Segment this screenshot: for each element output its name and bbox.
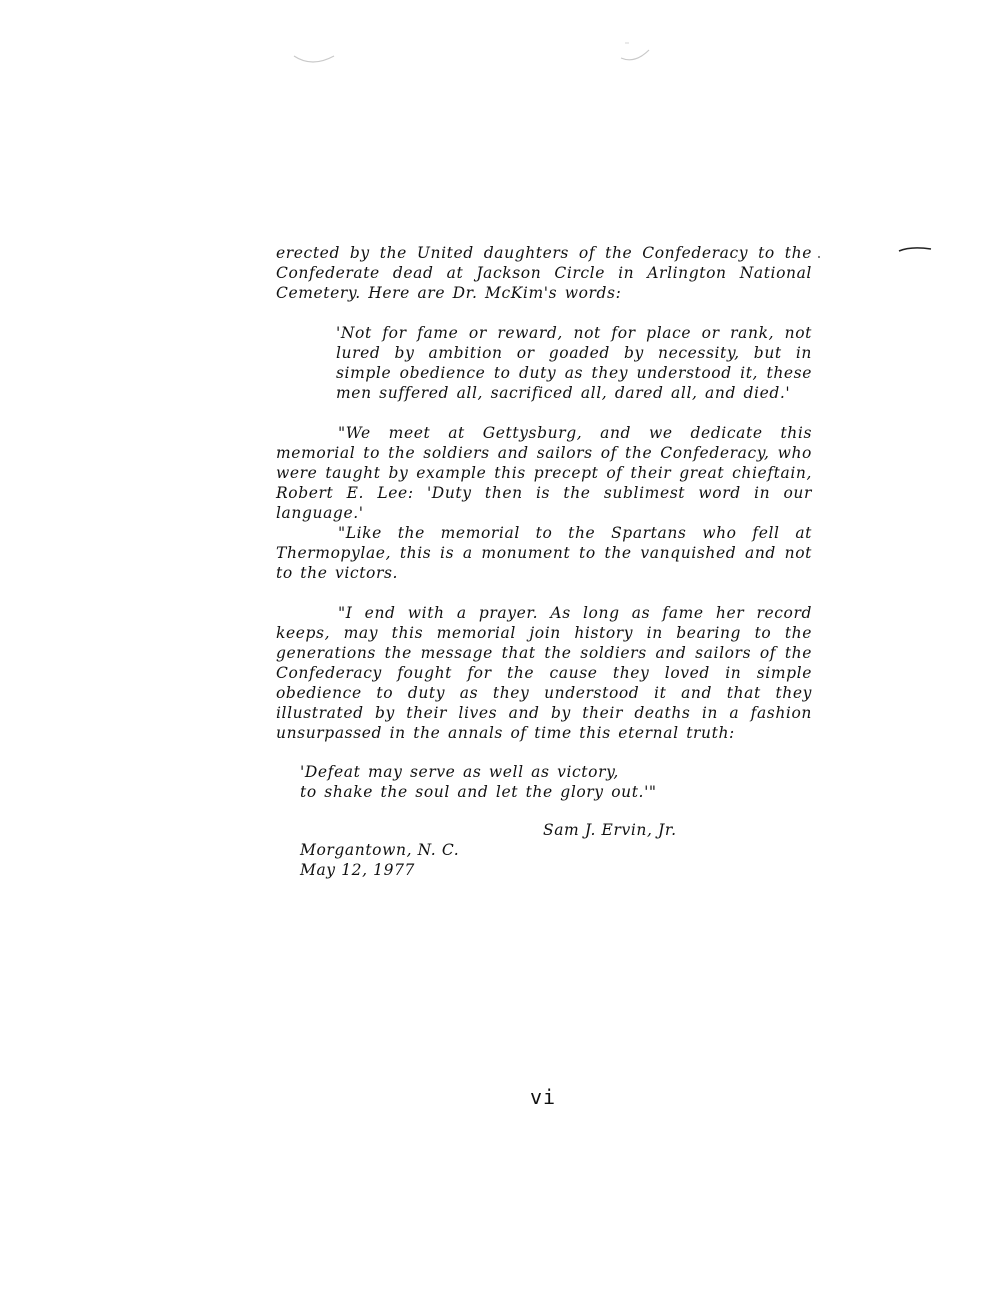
defeat-quote	[300, 762, 720, 802]
spartans-paragraph: "Like the memorial to the Spartans who fell at Thermopylae, this is a monument to the vanquished and not to the victors.	[276, 524, 812, 582]
page-number: vi	[530, 1085, 557, 1109]
place-date-block	[300, 840, 459, 880]
margin-dash-mark	[897, 244, 933, 254]
place-line: Morgantown, N. C.	[300, 841, 460, 859]
scan-artifact-right	[615, 40, 655, 66]
intro-paragraph: erected by the United daughters of the Confederacy to the Confederate dead at Jackson Circle in Arlington National Cemetery. Here are Dr. McKim's words:	[276, 244, 812, 302]
defeat-quote-line-2: to shake the soul and let the glory out.'"	[300, 783, 657, 801]
gettysburg-paragraph: "We meet at Gettysburg, and we dedicate this memorial to the soldiers and sailors of the Confederacy, who were taught by example this precept of their great chieftain, Robert E. Lee: 'Duty then is the sublimest word in our language.'	[276, 424, 812, 522]
margin-dot-mark	[818, 256, 820, 258]
prayer-paragraph: "I end with a prayer. As long as fame her record keeps, may this memorial join history in bearing to the generations the message that the soldiers and sailors of the Confederacy fought for the cause they loved in simple obedience to duty as they understood it and that they illustrated by their lives and by their deaths in a fashion unsurpassed in the annals of time this eternal truth:	[276, 604, 812, 742]
date-line: May 12, 1977	[300, 861, 416, 879]
mckim-quote: 'Not for fame or reward, not for place or rank, not lured by ambition or goaded by necessity, but in simple obedience to duty as they understood it, these men suffered all, sacrificed all, dared all, and died.'	[336, 324, 812, 402]
author-signature: Sam J. Ervin, Jr.	[543, 821, 677, 839]
scan-artifact-left	[290, 50, 340, 72]
defeat-quote-line-1: 'Defeat may serve as well as victory,	[300, 763, 619, 781]
